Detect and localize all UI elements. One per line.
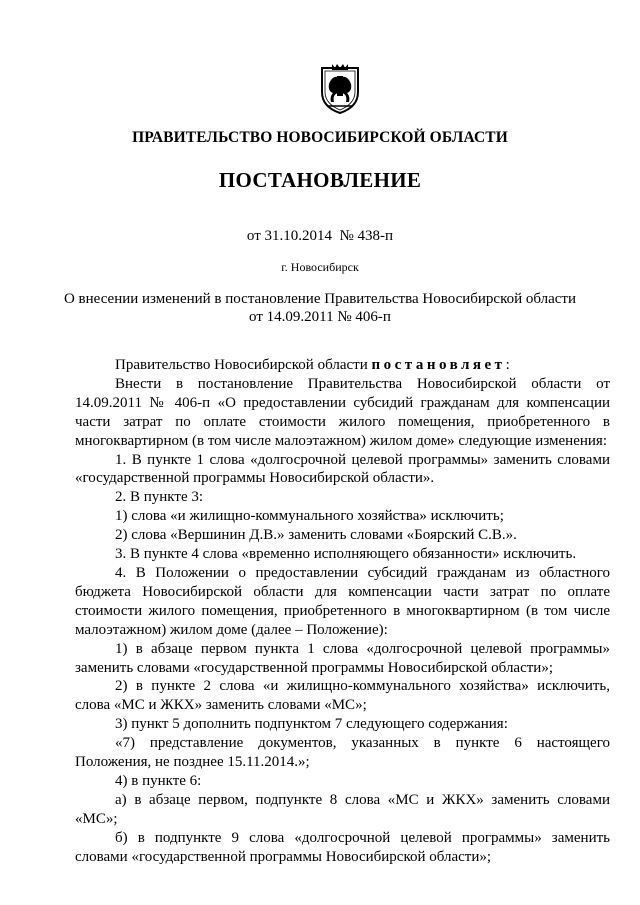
paragraph: 1) слова «и жилищно-коммунального хозяйства» исключить; xyxy=(115,508,504,525)
preamble xyxy=(75,356,610,375)
paragraph: 2) в пункте 2 слова «и жилищно-коммунального хозяйства» исключить, слова «МС и ЖКХ» заменить словами «МС»; xyxy=(75,678,610,714)
paragraph: 4) в пункте 6: xyxy=(115,772,202,789)
document-date-number: от 31.10.2014 № 438-п xyxy=(246,228,394,244)
preamble-colon: : xyxy=(505,357,510,373)
preamble-text: Правительство Новосибирской области xyxy=(115,357,372,373)
paragraph: 1. В пункте 1 слова «долгосрочной целевой программы» заменить словами «государственной программы Новосибирской области». xyxy=(75,451,610,487)
paragraph: а) в абзаце первом, подпункте 8 слова «МС и ЖКХ» заменить словами «МС»; xyxy=(75,791,610,827)
document-type: ПОСТАНОВЛЕНИЕ xyxy=(218,168,422,192)
organization-title: ПРАВИТЕЛЬСТВО НОВОСИБИРСКОЙ ОБЛАСТИ xyxy=(132,129,508,146)
document-subject xyxy=(0,290,640,326)
emblem xyxy=(319,62,361,114)
paragraph: 2. В пункте 3: xyxy=(115,489,204,506)
city: г. Новосибирск xyxy=(281,260,359,274)
preamble-verb: постановляет xyxy=(371,357,506,373)
paragraph: 3) пункт 5 дополнить подпунктом 7 следующего содержания: xyxy=(115,716,508,733)
paragraph: 3. В пункте 4 слова «временно исполняющего обязанности» исключить. xyxy=(115,546,577,563)
subject-line: О внесении изменений в постановление Правительства Новосибирской области xyxy=(63,291,577,307)
coat-of-arms-icon xyxy=(319,62,361,114)
paragraph: б) в подпункте 9 слова «долгосрочной целевой программы» заменить словами «государственной программы Новосибирской области»; xyxy=(75,829,610,865)
paragraph: 2) слова «Вершинин Д.В.» заменить словами «Боярский С.В.». xyxy=(115,527,517,544)
subject-line: от 14.09.2011 № 406-п xyxy=(249,309,391,325)
paragraph: 4. В Положении о предоставлении субсидий гражданам из областного бюджета Новосибирской области для компенсации части затрат по оплате стоимости жилого помещения, приобретенного в многоквартирном (в том числе малоэтажном) жилом доме (далее – Положение): xyxy=(75,564,610,638)
paragraph: Внести в постановление Правительства Новосибирской области от 14.09.2011 № 406-п «О предоставлении субсидий гражданам для компенсации части затрат по оплате стоимости жилого помещения, приобретенного в многоквартирном (в том числе малоэтажном) жилом доме» следующие изменения: xyxy=(75,375,610,449)
document-body xyxy=(75,356,610,866)
paragraph: 1) в абзаце первом пункта 1 слова «долгосрочной целевой программы» заменить словами «государственной программы Новосибирской области»; xyxy=(75,640,610,676)
paragraph: «7) представление документов, указанных в пункте 6 настоящего Положения, не позднее 15.11.2014.»; xyxy=(75,735,610,771)
